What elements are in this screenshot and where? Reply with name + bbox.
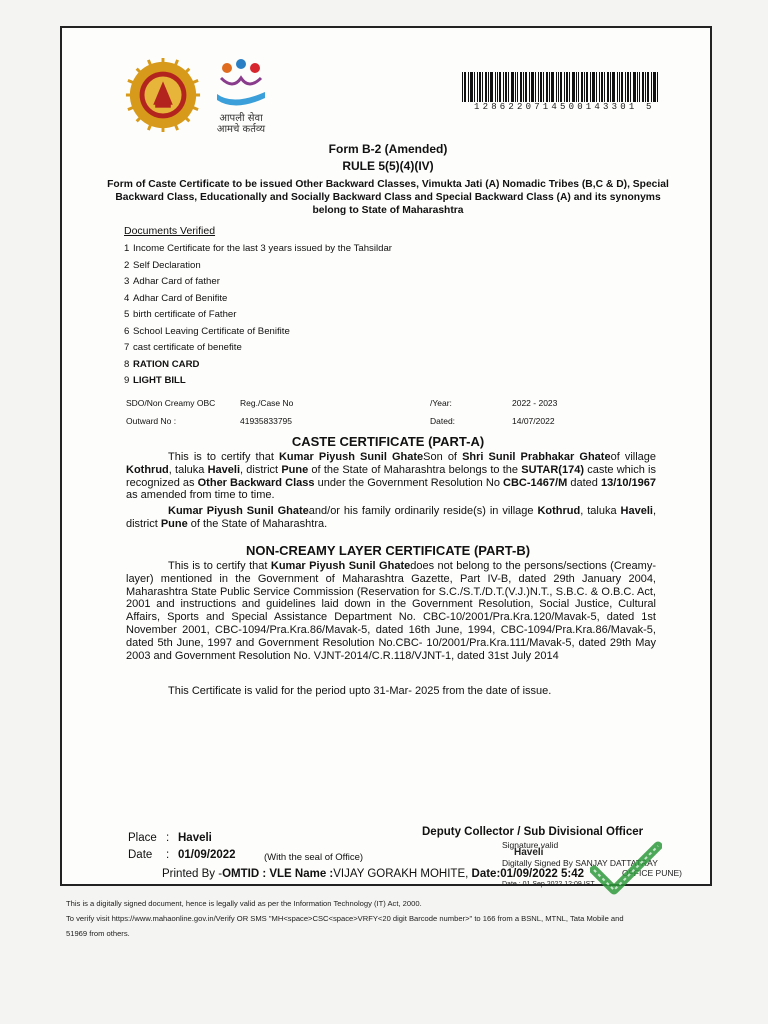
- dated-value: 14/07/2022: [512, 416, 555, 426]
- document-item-number: 1: [124, 243, 130, 254]
- document-item-number: 2: [124, 259, 130, 271]
- document-item-text: Adhar Card of Benifite: [133, 292, 228, 304]
- document-item: [124, 324, 392, 341]
- part-b-paragraph: This is to certify that Kumar Piyush Sunil Ghatedoes not belong to the persons/sections (Creamy-layer) mentioned in the Government of Maharashtra Gazette, Part IV-B, dated 29th January 2004, Maharashtra State Public Service Commission (Reservation for S.C./S.T./D.T.(V.J.)N.T., S.B.C. & O.B.C. Act, 2001 and instructions and guidelines laid down in the Government Resolution, Social Justice, Cultural Affairs, Sports and Special Assistance Department No. CBC-10/2001/Pra.Kra.120/Mavak-5, dated 1st November 2001, CBC-1094/Pra.Kra.86/Mavak-5, dated 16th June, 1994, CBC-1094/Pra.Kra.86/Mavak-5, dated 5th June, 1997 and Government Resolution No.CBC- 10/2001/Pra.Kra.111/Mavak-5, dated 29th May 2003 and Government Resolution No. VJNT-2014/C.R.118/VJNT-1, dated 31st July 2014: [126, 560, 656, 662]
- document-item-number: 8: [124, 358, 130, 370]
- document-item: [124, 291, 392, 308]
- document-item-text: School Leaving Certificate of Benifite: [133, 325, 290, 337]
- document-item-text: birth certificate of Father: [133, 309, 237, 320]
- document-item: [124, 241, 392, 258]
- document-item-text: Income Certificate for the last 3 years issued by the Tahsildar: [133, 243, 392, 254]
- printed-name: VIJAY GORAKH MOHITE,: [333, 868, 469, 880]
- document-item: [124, 274, 392, 291]
- certificate-frame: [60, 26, 712, 886]
- document-item-text: Self Declaration: [133, 259, 201, 271]
- outward-value: 41935833795: [240, 416, 293, 426]
- document-item: [124, 357, 392, 374]
- document-item: [124, 340, 392, 357]
- form-title: Form B-2 (Amended): [328, 142, 448, 156]
- document-item: [124, 258, 392, 275]
- aaple-seva-text-1: आपली सेवा: [219, 113, 263, 124]
- place-colon: :: [166, 832, 170, 844]
- document-item-text: LIGHT BILL: [133, 375, 186, 386]
- footer-line-1: This is a digitally signed document, hence is legally valid as per the Information Technology (IT) Act, 2000.: [66, 899, 422, 908]
- reg-label: Reg./Case No: [240, 398, 294, 408]
- document-item-text: Adhar Card of father: [133, 276, 220, 287]
- printed-by-line: [162, 868, 584, 880]
- year-value: 2022 - 2023: [512, 398, 558, 408]
- barcode-number: 1286220714500143301 5: [474, 102, 655, 112]
- aaple-seva-logo: [206, 56, 276, 148]
- signature-valid-check-icon: [590, 840, 662, 896]
- signature-signer: Digitally Signed By SANJAY DATTATRAY: [502, 858, 658, 868]
- documents-heading: Documents Verified: [124, 225, 216, 237]
- year-label: /Year:: [430, 398, 452, 408]
- document-item-number: 7: [124, 342, 130, 353]
- signature-valid: Signature valid: [502, 840, 559, 850]
- document-item: [124, 307, 392, 324]
- printed-prefix: Printed By -: [162, 868, 223, 880]
- place-value: Haveli: [178, 832, 212, 844]
- footer-line-3: 51969 from others.: [66, 929, 130, 938]
- seal-note: (With the seal of Office): [264, 852, 364, 863]
- document-item-number: 4: [124, 292, 130, 304]
- signature-date: Date : 01 Sep 2022 12:09 IST: [502, 881, 595, 888]
- footer-note: [66, 896, 624, 941]
- date-value: 01/09/2022: [178, 849, 236, 861]
- part-b-body: [126, 560, 656, 662]
- printed-omtid: OMTID : VLE Name :: [222, 868, 334, 880]
- document-item: [124, 373, 392, 390]
- aaple-seva-hand-icon: [211, 56, 271, 108]
- signature-place: Haveli: [514, 847, 544, 858]
- printed-date: Date:01/09/2022 5:42: [471, 868, 585, 880]
- part-b-heading: NON-CREAMY LAYER CERTIFICATE (PART-B): [245, 543, 531, 558]
- documents-list: [124, 241, 392, 390]
- part-a-heading: CASTE CERTIFICATE (PART-A): [291, 434, 485, 449]
- part-a-paragraph-1: This is to certify that Kumar Piyush Sunil GhateSon of Shri Sunil Prabhakar Ghateof village Kothrud, taluka Haveli, district Pune of the State of Maharashtra belongs to the SUTAR(174) caste which is recognized as Other Backward Class under the Government Resolution No CBC-1467/M dated 13/10/1967 as amended from time to time.: [126, 451, 657, 502]
- document-item-number: 5: [124, 309, 130, 320]
- aaple-seva-text-2: आमचे कर्तव्य: [216, 124, 266, 135]
- part-a-body: [126, 451, 656, 531]
- validity-text: This Certificate is valid for the period upto 31-Mar- 2025 from the date of issue.: [168, 685, 552, 697]
- date-colon: :: [166, 849, 170, 861]
- rule-title: RULE 5(5)(4)(IV): [342, 159, 434, 173]
- barcode: [462, 72, 662, 102]
- sdo-label: SDO/Non Creamy OBC: [126, 398, 216, 408]
- document-item-number: 9: [124, 375, 130, 386]
- date-label: Date: [128, 849, 153, 861]
- document-item-text: RATION CARD: [133, 358, 200, 370]
- outward-label: Outward No :: [126, 416, 177, 426]
- dated-label: Dated:: [430, 416, 456, 426]
- place-label: Place: [128, 832, 157, 844]
- form-description: Form of Caste Certificate to be issued Other Backward Classes, Vimukta Jati (A) Nomadic Tribes (B,C & D), Special Backward Class, Educationally and Socially Backward Class and Special Backward Class (A) and its synonyms belong to State of Maharashtra: [107, 179, 669, 216]
- footer-line-2: To verify visit https://www.mahaonline.gov.in/Verify OR SMS "MH<space>CSC<space>VRFY<20 digit Barcode number>" to 166 from a BSNL, MTNL, Tata Mobile and: [66, 914, 624, 923]
- maharashtra-seal-icon: [124, 56, 202, 134]
- signature-office: OFFICE PUNE): [622, 868, 682, 878]
- part-a-paragraph-2: Kumar Piyush Sunil Ghateand/or his family ordinarily reside(s) in village Kothrud, taluka Haveli, district Pune of the State of Maharashtra.: [126, 505, 656, 530]
- document-item-text: cast certificate of benefite: [133, 342, 242, 353]
- document-item-number: 3: [124, 276, 130, 287]
- document-item-number: 6: [124, 325, 130, 337]
- officer-title: Deputy Collector / Sub Divisional Officer: [422, 826, 644, 838]
